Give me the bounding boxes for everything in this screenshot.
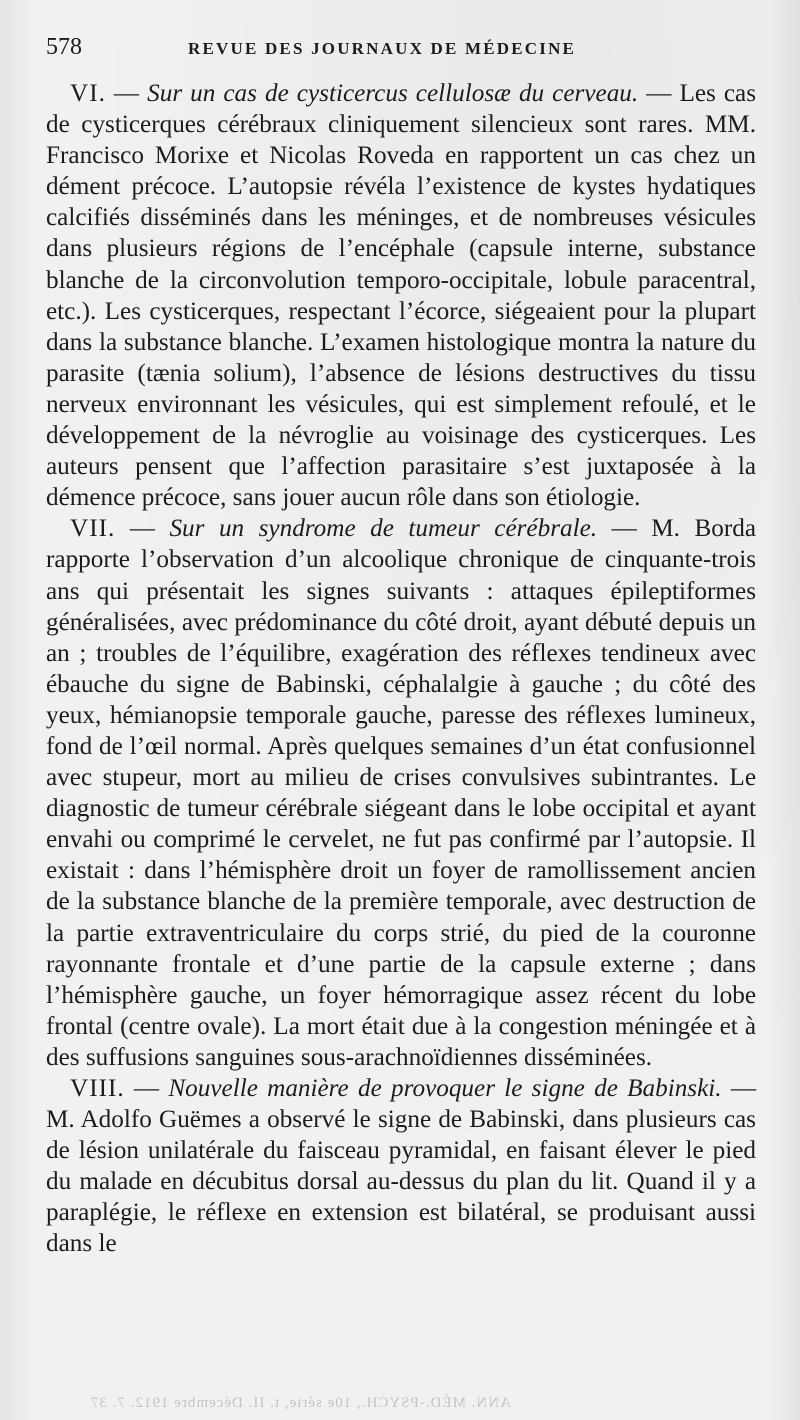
section-dash: — — [124, 1075, 169, 1102]
article-body — [46, 78, 756, 1260]
section-title: Sur un syndrome de tumeur cérébrale. — [169, 515, 598, 543]
section-vi — [46, 78, 756, 513]
section-dash: — — [105, 80, 148, 107]
section-title: Sur un cas de cysticercus cellulosæ du cerveau. — [147, 80, 639, 107]
section-numeral: VI. — [70, 80, 106, 107]
page-number: 578 — [46, 34, 82, 60]
section-viii — [46, 1073, 756, 1260]
bleed-through-signature: ANN. MÉD.-PSYCH., 10e série, t. II. Décembre 1912. 7. 37 — [90, 1395, 511, 1411]
section-numeral: VIII. — [70, 1075, 125, 1102]
section-text: Les cas de cysticerques cérébraux cliniquement silencieux sont rares. MM. Francisco Morixe et Nicolas Roveda en rapportent un cas chez un dément précoce. L’autopsie révéla l’existence de kystes hydatiques calcifiés disséminés dans les méninges, et de nombreuses vésicules dans plusieurs régions de l’encéphale (capsule interne, substance blanche de la circonvolution temporo-occipitale, lobule paracentral, etc.). Les cysticerques, respectant l’écorce, siégeaient pour la plupart dans la substance blanche. L’examen histologique montra la nature du parasite (tænia solium), l’absence de lésions destructives du tissu nerveux environnant les vésicules, qui est simplement refoulé, et le développement de la névroglie au voisinage des cysticerques. Les auteurs pensent que l’affection parasitaire s’est juxtaposée à la démence précoce, sans jouer aucun rôle dans son étiologie. — [46, 80, 757, 512]
section-text: M. Borda rapporte l’observation d’un alcoolique chronique de cinquante-trois ans qui présentait les signes suivants : attaques épileptiformes généralisées, avec prédominance du côté droit, ayant débuté depuis un an ; troubles de l’équilibre, exagération des réflexes tendineux avec ébauche du signe de Babinski, céphalalgie à gauche ; du côté des yeux, hémianopsie temporale gauche, paresse des réflexes lumineux, fond de l’œil normal. Après quelques semaines d’un état confusionnel avec stupeur, mort au milieu de crises convulsives subintrantes. Le diagnostic de tumeur cérébrale siégeant dans le lobe occipital et ayant envahi ou comprimé le cervelet, ne fut pas confirmé par l’autopsie. Il existait : dans l’hémisphère droit un foyer de ramollissement ancien de la substance blanche de la première temporale, avec destruction de la partie extraventriculaire du corps strié, du pied de la couronne rayonnante frontale et d’une partie de la capsule externe ; dans l’hémisphère gauche, un foyer hémorragique assez récent du lobe frontal (centre ovale). La mort était due à la congestion méningée et à des suffusions sanguines sous-arachnoïdiennes disséminées. — [46, 515, 756, 1071]
section-title: Nouvelle manière de provoquer le signe de Babinski. — [168, 1075, 722, 1102]
section-dash-after: — — [721, 1075, 757, 1102]
section-dash: — — [115, 515, 170, 543]
running-head — [46, 34, 756, 78]
journal-title: REVUE DES JOURNAUX DE MÉDECINE — [188, 39, 577, 58]
section-text: M. Adolfo Guëmes a observé le signe de Babinski, dans plusieurs cas de lésion unilatérale du faisceau pyramidal, en faisant élever le pied du malade en décubitus dorsal au-dessus du plan du lit. Quand il y a paraplégie, le réflexe en extension est bilatéral, se produisant aussi dans le — [46, 1106, 756, 1258]
section-vii — [46, 513, 756, 1073]
section-dash-after: — — [597, 515, 652, 543]
section-dash-after: — — [638, 80, 680, 107]
section-numeral: VII. — [70, 515, 116, 543]
